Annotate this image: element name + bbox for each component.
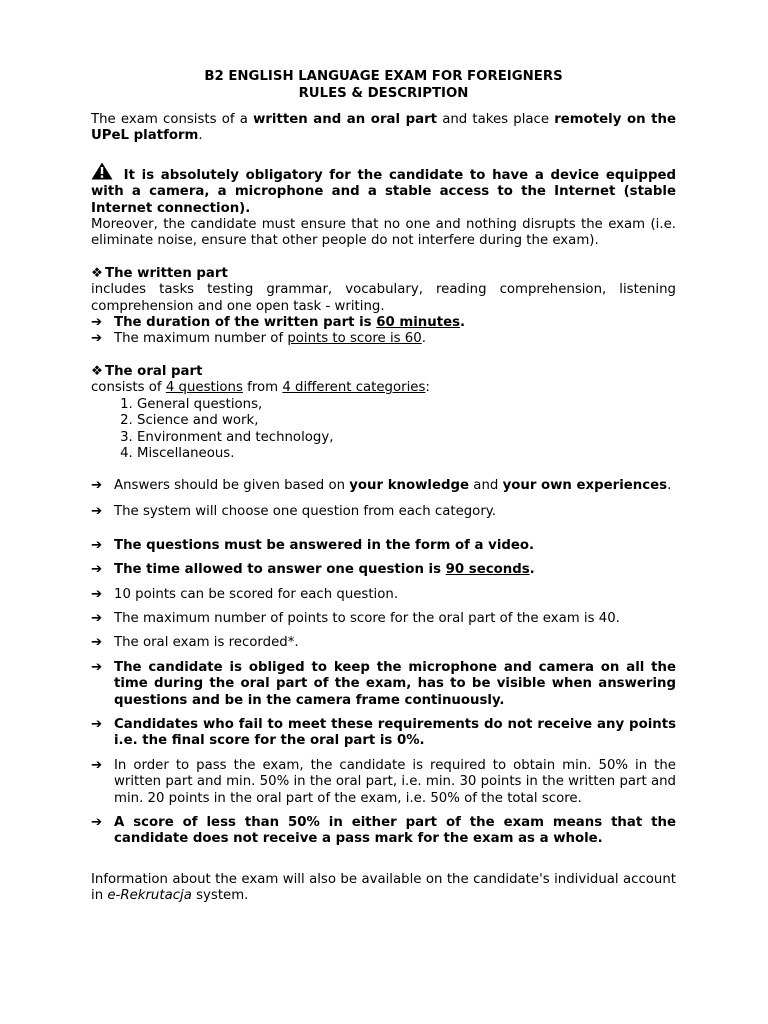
time-text: The time allowed to answer one question is <box>114 562 446 578</box>
written-duration-text: . <box>460 315 466 331</box>
document-title <box>91 68 676 102</box>
diamond-bullet-icon: ❖ <box>91 265 103 281</box>
oral-heading-text: The oral part <box>105 363 203 379</box>
answers-text: and <box>469 478 503 494</box>
recorded-text: The oral exam is recorded*. <box>114 635 299 651</box>
time-text: . <box>529 562 535 578</box>
intro-bold-platform: remotely on the UPeL platform <box>91 112 677 144</box>
footer-system-name: e-Rekrutacja <box>107 888 192 904</box>
arrow-icon: ➔ <box>91 586 103 602</box>
written-max-text: . <box>421 331 426 347</box>
warning-bold-text: It is absolutely obligatory for the candidate to have a device equipped with a camera, a microphone and a stable access to the Internet (stable Internet connection). <box>91 167 676 216</box>
oral-categories-count: 4 different categories <box>282 380 426 396</box>
system-item <box>91 504 676 520</box>
arrow-icon: ➔ <box>91 504 103 520</box>
points-each-item <box>91 587 676 603</box>
written-description: includes tasks testing grammar, vocabulary, reading comprehension, listening comprehension and one open task - writing. <box>91 282 676 314</box>
category-item: 3. Environment and technology, <box>137 430 676 446</box>
category-list <box>91 397 676 463</box>
intro-text: and takes place <box>437 112 555 127</box>
less-text: A score of less than 50% in either part of the exam means that the candidate does not receive a pass mark for the exam as a whole. <box>114 815 676 847</box>
warning-icon <box>91 162 113 180</box>
document-content <box>91 68 676 905</box>
video-item <box>91 538 676 554</box>
points-each-text: 10 points can be scored for each question. <box>114 586 399 602</box>
warning-block <box>91 162 676 250</box>
intro-text: The exam consists of a <box>91 112 254 127</box>
oral-questions-count: 4 questions <box>165 380 243 396</box>
arrow-icon: ➔ <box>91 659 103 675</box>
written-heading-text: The written part <box>105 265 228 281</box>
arrow-icon: ➔ <box>91 478 103 494</box>
answers-text: Answers should be given based on <box>114 478 350 494</box>
time-value: 90 seconds <box>445 562 530 578</box>
footer-text: system. <box>191 888 249 904</box>
arrow-icon: ➔ <box>91 815 103 830</box>
fail-item <box>91 717 676 750</box>
answers-text: . <box>667 478 672 494</box>
written-duration-text: The duration of the written part is <box>114 315 377 331</box>
warning-text: Moreover, the candidate must ensure that no one and nothing disrupts the exam (i.e. eliminate noise, ensure that other people do not interfere during the exam). <box>91 217 676 249</box>
arrow-icon: ➔ <box>91 757 103 773</box>
arrow-icon: ➔ <box>91 635 103 651</box>
footer-text: Information about the exam will also be available on the candidate's individual account in <box>91 871 676 904</box>
oral-description <box>91 380 676 396</box>
oral-part-heading <box>91 364 676 380</box>
written-max-text: The maximum number of <box>114 331 288 347</box>
arrow-icon: ➔ <box>91 716 103 732</box>
max-points-item <box>91 611 676 627</box>
pass-item <box>91 758 676 807</box>
written-max-value: points to score is 60 <box>287 331 422 347</box>
arrow-icon: ➔ <box>91 610 103 626</box>
arrow-icon: ➔ <box>91 562 103 578</box>
category-item: 2. Science and work, <box>137 413 676 429</box>
obliged-text: The candidate is obliged to keep the microphone and camera on all the time during the oral part of the exam, has to be visible when answering questions and be in the camera frame continuously. <box>114 659 676 708</box>
time-item <box>91 562 676 578</box>
oral-desc-text: consists of <box>91 380 166 396</box>
written-part-heading <box>91 266 676 282</box>
fail-text: Candidates who fail to meet these requirements do not receive any points i.e. the final score for the oral part is 0%. <box>114 716 676 749</box>
answers-bold: your knowledge <box>349 478 470 494</box>
intro-paragraph <box>91 112 676 145</box>
category-item: 1. General questions, <box>137 397 676 413</box>
arrow-icon: ➔ <box>91 537 103 553</box>
intro-text: . <box>198 128 203 144</box>
footer-paragraph <box>91 872 676 905</box>
written-duration-item <box>91 315 676 331</box>
title-line-1: B2 ENGLISH LANGUAGE EXAM FOR FOREIGNERS <box>204 69 563 84</box>
arrow-icon: ➔ <box>91 331 103 347</box>
pass-text: In order to pass the exam, the candidate is required to obtain min. 50% in the written part and min. 50% in the oral part, i.e. min. 30 points in the written part and min. 20 points in the oral part of the exam, i.e. 50% of the total score. <box>114 757 676 806</box>
less-item <box>91 815 676 848</box>
intro-bold-parts: written and an oral part <box>253 112 438 127</box>
title-line-2: RULES & DESCRIPTION <box>298 86 469 101</box>
recorded-item <box>91 635 676 651</box>
category-item: 4. Miscellaneous. <box>137 446 676 462</box>
written-max-item <box>91 331 676 347</box>
diamond-bullet-icon: ❖ <box>91 363 103 379</box>
written-duration-value: 60 minutes <box>376 315 461 331</box>
answers-bold: your own experiences <box>502 478 668 494</box>
system-text: The system will choose one question from each category. <box>114 504 496 520</box>
obliged-item <box>91 660 676 709</box>
video-text: The questions must be answered in the form of a video. <box>114 537 535 553</box>
answers-item <box>91 474 676 498</box>
max-points-text: The maximum number of points to score for the oral part of the exam is 40. <box>114 610 620 626</box>
arrow-icon: ➔ <box>91 315 103 331</box>
oral-desc-text: : <box>425 380 430 396</box>
oral-desc-text: from <box>242 380 283 396</box>
